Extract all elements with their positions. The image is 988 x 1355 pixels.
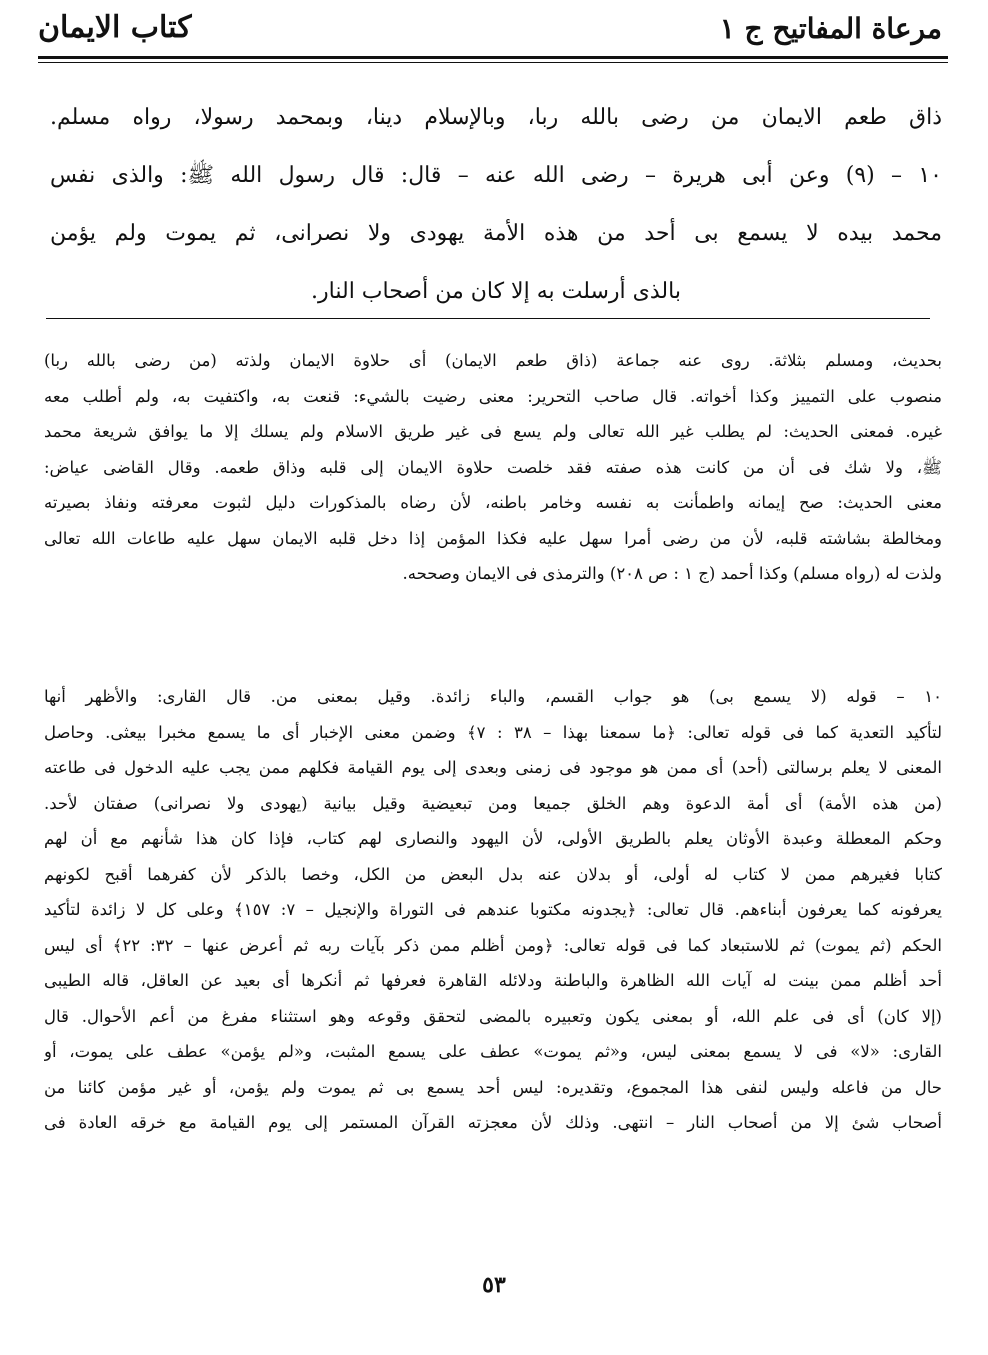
commentary-line: حال من فاعله وليس لنفى هذا المجموع، وتقديره: ليس أحد يسمع بى ثم يموت ولم يؤمن، أو غير مؤمن كائنا من <box>44 1077 942 1097</box>
header-rule-thin <box>38 62 948 63</box>
main-text <box>50 96 942 328</box>
book-title: مرعاة المفاتيح ج ١ <box>719 12 942 45</box>
commentary-block-2 <box>44 682 942 1144</box>
commentary-line: ١٠ – قوله (لا يسمع بى) هو جواب القسم، والباء زائدة. وقيل بمعنى من. قال القارى: والأظهر أنها <box>44 687 942 706</box>
commentary-line: يعرفونه كما يعرفون أبناءهم. قال تعالى: ﴿يجدونه مكتوبا عندهم فى التوراة والإنجيل – ٧: ١٥٧﴾ وعلى كل لا زائدة لتأكيد <box>44 900 942 919</box>
commentary-line: أحد أظلم ممن بينت له آيات الله الظاهرة والباطنة ودلائله القاهرة فعرفها ثم أنكرها أى بعيد عن العاقل، قاله الطيبى <box>44 971 942 990</box>
commentary-block-1 <box>44 346 942 595</box>
commentary-line: ﷺ، ولا شك فى أن من كانت هذه صفته فقد خلصت حلاوة الايمان إلى قلبه وذاق طعمه. وقال القاضى عياض: <box>44 457 942 477</box>
commentary-line: ولذت له (رواه مسلم) وكذا أحمد (ج ١ : ص ٢٠٨) والترمذى فى الايمان وصححه. <box>402 564 942 583</box>
commentary-line: الحكم (ثم يموت) ثم للاستبعاد كما فى قوله تعالى: ﴿ومن أظلم ممن ذكر بآيات ربه ثم أعرض عنها – ٣٢: ٢٢﴾ أى ليس <box>44 935 942 955</box>
commentary-line: القارى: «لا» فى لا يسمع بمعنى ليس، و«ثم يموت» عطف على يسمع المثبت، و«لم يؤمن» عطف على يموت، أو <box>44 1042 942 1061</box>
commentary-line: منصوب على التمييز وكذا أخواته. قال صاحب التحرير: معنى رضيت بالشيء: قنعت به، واكتفيت به، ولم أطلب معه <box>44 386 942 406</box>
commentary-line: معنى الحديث: صح إيمانه واطمأنت به نفسه وخامر باطنه، لأن رضاه بالمذكورات دليل لثبوت معرفته ونفاذ بصيرته <box>44 493 942 512</box>
main-line: محمد بيده لا يسمع بى أحد من هذه الأمة يهودى ولا نصرانى، ثم يموت ولم يؤمن <box>50 221 942 246</box>
main-line: بالذى أرسلت به إلا كان من أصحاب النار. <box>311 279 681 304</box>
commentary-line: المعنى لا يعلم برسالتى (أحد) أى ممن هو موجود فى زمنى وبعدى إلى يوم القيامة فكلهم ممن يجب عليه الدخول فى طاعته <box>44 758 942 777</box>
commentary-line: كتابا فغيرهم ممن لا كتاب له أولى، أو بدلان عنه بدل البعض من الكل، وخصا بالذكر لأن كفرهما أقبح لكونهم <box>44 864 942 884</box>
commentary-line: أصحاب شئ إلا من أصحاب النار – انتهى. وذلك لأن معجزته القرآن المستمر إلى يوم القيامة مع خرقه العادة فى <box>44 1113 942 1132</box>
commentary-line: (إلا كان) أى فى علم الله، أو بمعنى يكون وتعبيره بالمضى لتحقق وقوعه وهو استثناء مفرغ من أعم الأحوال. قال <box>44 1006 942 1026</box>
page-number: ٥٣ <box>482 1272 506 1298</box>
footnote-separator <box>46 318 930 319</box>
commentary-line: وحكم المعطلة وعبدة الأوثان يعلم بالطريق الأولى، لأن اليهود والنصارى لهم كتاب، فإذا كان هذا شأنهم مع أن لهم <box>44 829 942 848</box>
main-line: ذاق طعم الايمان من رضى بالله ربا، وبالإسلام دينا، وبمحمد رسولا، رواه مسلم. <box>50 105 942 130</box>
running-header <box>38 8 942 48</box>
main-line: ١٠ – (٩) وعن أبى هريرة – رضى الله عنه – قال: قال رسول الله ﷺ: والذى نفس <box>50 163 942 188</box>
header-rule-thick <box>38 56 948 59</box>
commentary-line: ومخالطة بشاشته قلبه، لأن من رضى أمرا سهل عليه فكذا المؤمن إذا دخل قلبه الايمان سهل عليه طاعات الله تعالى <box>44 528 942 548</box>
commentary-line: لتأكيد التعدية كما فى قوله تعالى: ﴿ما سمعنا بهذا – ٣٨ : ٧﴾ وضمن معنى الإخبار أى ما يسمع مخبرا بيعثى. وحاصل <box>44 722 942 742</box>
commentary-line: (من هذه الأمة) أى أمة الدعوة وهم الخلق جميعا ومن تبعيضية وقيل بيانية (يهودى ولا نصرانى) صفتان لأحد. <box>44 793 942 813</box>
commentary-line: بحديث، ومسلم بثلاثة. روى عنه جماعة (ذاق طعم الايمان) أى حلاوة الايمان ولذته (من رضى بالله ربا) <box>44 351 942 370</box>
chapter-title: كتاب الايمان <box>38 10 192 45</box>
commentary-line: غيره. فمعنى الحديث: لم يطلب غير الله تعالى ولم يسع فى غير طريق الاسلام ولم يسلك إلا ما يوافق شريعة محمد <box>44 422 942 441</box>
